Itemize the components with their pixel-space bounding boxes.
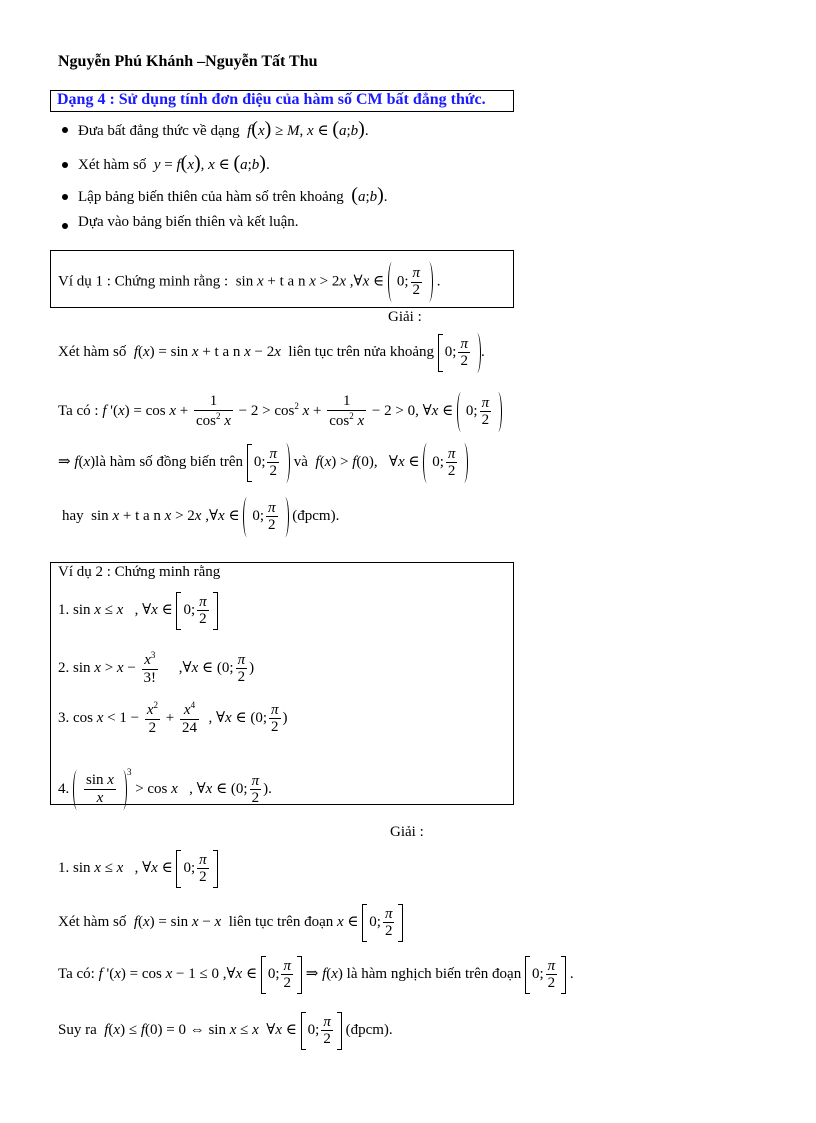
ex2-sol-2: Xét hàm số f(x) = sin x − x liên tục trên đoạn x ∈ 0; $\frac{\pi}{2}$ bbox=[58, 900, 403, 944]
ex2-sol-3: Ta có: f '(x) = cos x − 1 ≤ 0 ,∀x ∈ 0; $\frac{\pi}{2}$ ⇒ f(x) là hàm nghịch biến trên đoạn 0; $\frac{\pi}{2}$ . bbox=[58, 952, 574, 996]
bullet-2: Xét hàm số y = f(x), x ∈ (a;b). bbox=[78, 152, 270, 174]
bullet-dot bbox=[62, 194, 68, 200]
example2-solution-label: Giải : bbox=[390, 824, 424, 840]
section-title: Dạng 4 : Sử dụng tính đơn điệu của hàm số CM bất đẳng thức. bbox=[57, 91, 486, 108]
ex1-l1-tail: liên tục trên nửa khoảng bbox=[288, 344, 435, 360]
ex1-l4-text: hay bbox=[62, 508, 84, 524]
ex2-item-4-num: 4. bbox=[58, 781, 70, 797]
ex1-l1-text: Xét hàm số bbox=[58, 344, 127, 360]
ex1-l3-text: là hàm số đồng biến trên bbox=[95, 454, 244, 470]
bullet-4: Dựa vào bảng biến thiên và kết luận. bbox=[78, 214, 299, 230]
ex2-item-3-num: 3. bbox=[58, 710, 70, 726]
ex2-sol-1: 1. sin x ≤ x , ∀x ∈ 0; $\frac{\pi}{2}$ bbox=[58, 846, 218, 890]
bullet-3: Lập bảng biến thiên của hàm số trên khoảng (a;b). bbox=[78, 184, 388, 206]
ex2-item-1-num: 1. bbox=[58, 602, 70, 618]
bullet-dot bbox=[62, 162, 68, 168]
bullet-dot bbox=[62, 127, 68, 133]
bullet-3-text: Lập bảng biến thiên của hàm số trên khoảng bbox=[78, 189, 344, 205]
ex2-item-3: 3. cos x < 1 − $\frac{x^2}{2}$ + $\frac{x^4}{24}$ , ∀x ∈ (0; $\frac{\pi}{2}$ ) bbox=[58, 699, 288, 737]
bullet-2-text: Xét hàm số bbox=[78, 157, 147, 173]
ex1-l3-mid: và bbox=[293, 454, 308, 470]
example1-solution-label: Giải : bbox=[388, 309, 422, 325]
ex1-l2-text: Ta có : bbox=[58, 403, 99, 419]
bullet-1: Đưa bất đẳng thức về dạng f(x) ≥ M, x ∈ (a;b). bbox=[78, 118, 369, 140]
ex2-sol-3-mid: là hàm nghịch biến trên đoạn bbox=[346, 966, 522, 982]
ex2-sol-1-num: 1. bbox=[58, 860, 70, 876]
example1-statement: Ví dụ 1 : Chứng minh rằng : sin x + t a n x > 2x ,∀x ∈ 0; $\frac{\pi}{2}$ . bbox=[58, 262, 441, 302]
example1-prompt: Ví dụ 1 : Chứng minh rằng : bbox=[58, 273, 229, 290]
ex2-item-1: 1. sin x ≤ x , ∀x ∈ 0; $\frac{\pi}{2}$ bbox=[58, 588, 218, 632]
ex2-sol-2-tail: liên tục trên đoạn bbox=[228, 914, 334, 930]
ex1-line-1: Xét hàm số f(x) = sin x + t a n x − 2x liên tục trên nửa khoảng 0; $\frac{\pi}{2}$ . bbox=[58, 330, 485, 374]
example2-prompt: Ví dụ 2 : Chứng minh rằng bbox=[58, 564, 221, 580]
ex2-item-2: 2. sin x > x − $\frac{x^3}{3!}$ ,∀x ∈ (0; $\frac{\pi}{2}$ ) bbox=[58, 649, 255, 687]
ex2-item-2-num: 2. bbox=[58, 660, 70, 676]
ex2-sol-2-text: Xét hàm số bbox=[58, 914, 127, 930]
ex1-line-2: Ta có : f '(x) = cos x + $\frac{1}{\cos^2 x}$ − $2 > \cos^2 x$ + $\frac{1}{\cos^2 x}$ − 2 > 0, ∀x ∈ 0; $\frac{\pi}{2}$ bbox=[58, 384, 502, 428]
ex1-line-3: ⇒ f(x)là hàm số đồng biến trên 0; $\frac{\pi}{2}$ và f(x) > f(0), ∀x ∈ 0; $\frac{\pi}{2}$ bbox=[58, 440, 468, 484]
ex1-line-4: hay sin x + t a n x > 2x ,∀x ∈ 0; $\frac{\pi}{2}$ (đpcm). bbox=[62, 494, 339, 538]
bullet-1-text: Đưa bất đẳng thức về dạng bbox=[78, 123, 240, 139]
ex2-sol-3-text: Ta có: bbox=[58, 966, 95, 982]
ex2-sol-4: Suy ra f(x) ≤ f(0) = 0 ⇔ sin x ≤ x ∀x ∈ 0; $\frac{\pi}{2}$ (đpcm). bbox=[58, 1008, 393, 1052]
ex2-item-4: 4. $\frac{\text{sin x}}{x}$ $^3$ > cos x , ∀x ∈ (0; $\frac{\pi}{2}$ ). bbox=[58, 748, 272, 796]
bullet-dot bbox=[62, 223, 68, 229]
ex2-sol-4-text: Suy ra bbox=[58, 1022, 97, 1038]
ex1-l4-tail: (đpcm). bbox=[292, 508, 340, 524]
author-header: Nguyễn Phú Khánh –Nguyễn Tất Thu bbox=[58, 53, 318, 70]
ex2-sol-4-tail: (đpcm). bbox=[345, 1022, 393, 1038]
